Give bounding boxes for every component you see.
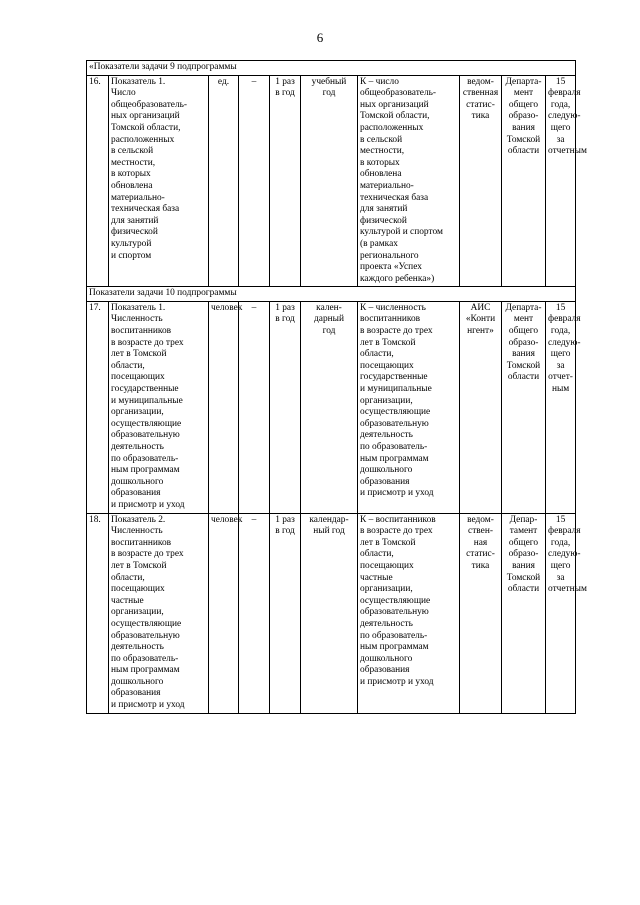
calculation-method: К – число общеобразователь- ных организаций Томской области, расположенных в сельской местности, в которых обновлена материально- техническая база для занятий физической культурой и спортом (в рамках регионального проекта «Успех каждого ребенка») [358,75,460,287]
calculation-method: К – воспитанников в возрасте до трех лет в Томской области, посещающих частные организации, осуществляющие образовательную деятельность по образователь- ным программам дошкольного образования и присмотр и уход [358,513,460,713]
data-source: ведом- ственная статис- тика [460,75,502,287]
section-9-header: «Показатели задачи 9 подпрограммы [87,61,576,76]
frequency: 1 раз в год [270,75,301,287]
dynamics: – [239,75,270,287]
frequency: 1 раз в год [270,513,301,713]
unit: человек [209,513,239,713]
responsible: Департа- мент общего образо- вания Томской области [502,75,546,287]
deadline: 15 февраля года, следую- щего за отчетным [546,513,576,713]
frequency: 1 раз в год [270,301,301,513]
table-row [87,513,576,713]
section-header-row [87,61,576,76]
row-number: 18. [87,513,109,713]
page-number: 6 [316,30,324,45]
section-header-row [87,287,576,302]
dynamics: – [239,301,270,513]
dynamics: – [239,513,270,713]
data-source: АИС «Конти нгент» [460,301,502,513]
unit: человек [209,301,239,513]
responsible: Депар- тамент общего образо- вания Томской области [502,513,546,713]
table-row [87,301,576,513]
period: кален- дарный год [301,301,358,513]
responsible: Департа- мент общего образо- вания Томской области [502,301,546,513]
indicator-name: Показатель 1. Численность воспитанников в возрасте до трех лет в Томской области, посещающих государственные и муниципальные организации, осуществляющие образовательную деятельность по образователь- ным программам дошкольного образования и присмотр и уход [109,301,209,513]
row-number: 16. [87,75,109,287]
section-10-header: Показатели задачи 10 подпрограммы [87,287,576,302]
indicator-name: Показатель 2. Численность воспитанников в возрасте до трех лет в Томской области, посещающих частные организации, осуществляющие образовательную деятельность по образователь- ным программам дошкольного образования и присмотр и уход [109,513,209,713]
indicators-table [86,60,587,714]
indicator-name: Показатель 1. Число общеобразователь- ных организаций Томской области, расположенных в сельской местности, в которых обновлена материально- техническая база для занятий физической культурой и спортом [109,75,209,287]
period: календар- ный год [301,513,358,713]
period: учебный год [301,75,358,287]
unit: ед. [209,75,239,287]
row-number: 17. [87,301,109,513]
deadline: 15 февраля года, следую- щего за отчет- ным [546,301,576,513]
deadline: 15 февраля года, следую- щего за отчетным [546,75,576,287]
data-source: ведом- ствен- ная статис- тика [460,513,502,713]
table-row [87,75,576,287]
calculation-method: К – численность воспитанников в возрасте до трех лет в Томской области, посещающих государственные и муниципальные организации, осуществляющие образовательную деятельность по образователь- ным программам дошкольного образования и присмотр и уход [358,301,460,513]
